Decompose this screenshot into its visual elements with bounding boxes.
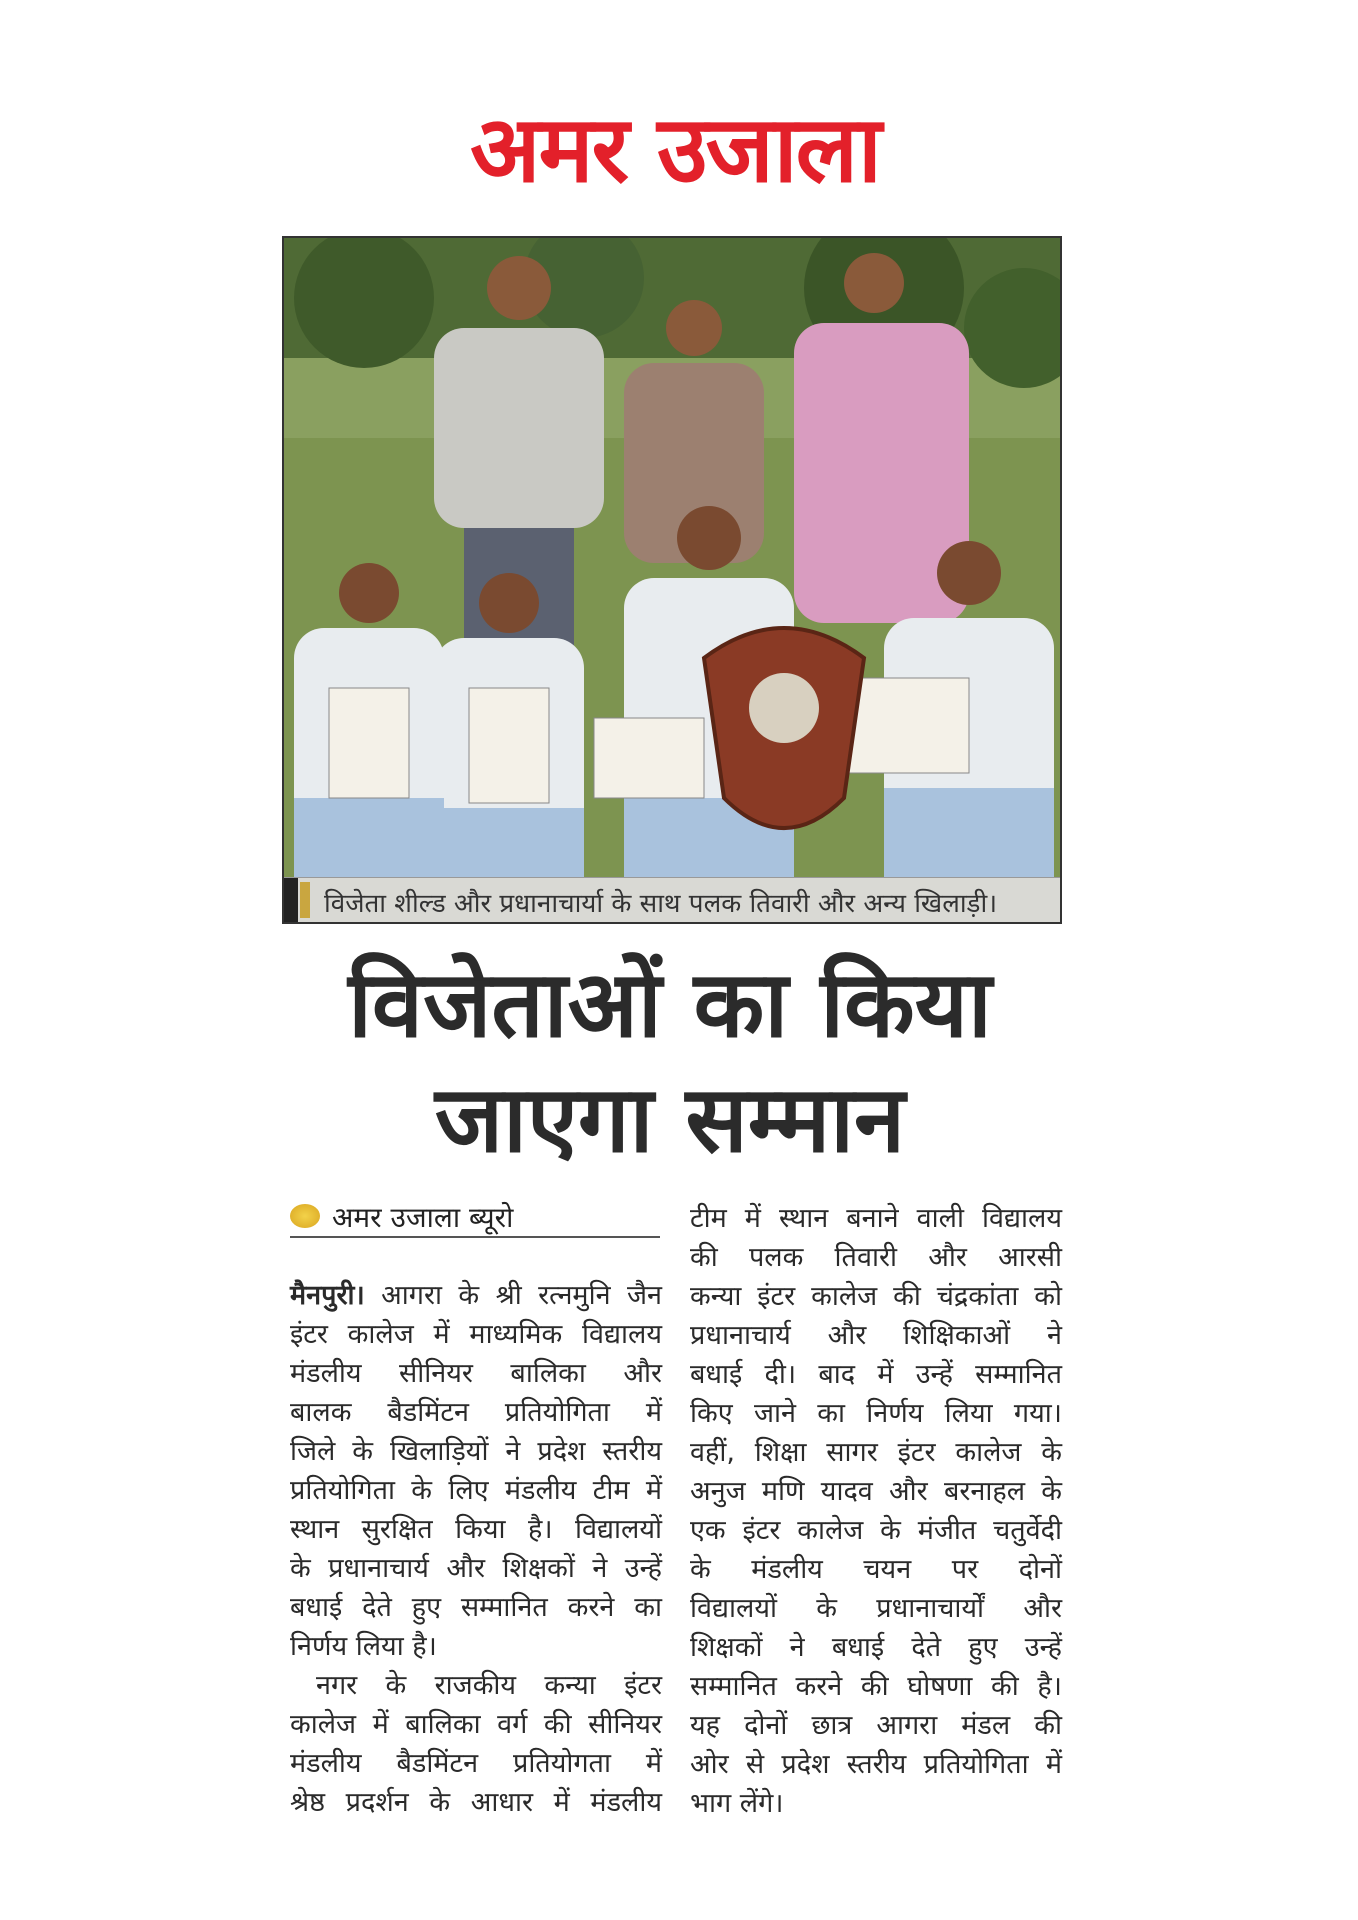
article-line: नगर के राजकीय कन्या इंटर [316, 1670, 663, 1701]
article-line: मंडलीय सीनियर बालिका और [290, 1358, 662, 1389]
article-line: विद्यालयों के प्रधानाचार्यों और [690, 1593, 1062, 1624]
article-line: के प्रधानाचार्य और शिक्षकों ने उन्हें [290, 1553, 662, 1584]
article-line: ओर से प्रदेश स्तरीय प्रतियोगिता में [690, 1749, 1062, 1780]
article-line: सम्मानित करने की घोषणा की है। [690, 1671, 1062, 1702]
photo-caption: विजेता शील्ड और प्रधानाचार्या के साथ पलक तिवारी और अन्य खिलाड़ी। [324, 889, 998, 919]
article-line: भाग लेंगे। [690, 1788, 784, 1819]
article-line: बधाई देते हुए सम्मानित करने का [290, 1592, 662, 1623]
byline [290, 1196, 660, 1238]
article-right-column [690, 1199, 1062, 1823]
caption-marker [284, 878, 298, 922]
article-line: बधाई दी। बाद में उन्हें सम्मानित [690, 1359, 1062, 1390]
headline-line-1: विजेताओं का किया [348, 951, 992, 1058]
news-photo [282, 236, 1062, 924]
masthead-logo: अमर उजाला [470, 96, 880, 203]
article-line: के मंडलीय चयन पर दोनों [690, 1554, 1062, 1585]
caption-marker-accent [300, 882, 310, 918]
article-line: कन्या इंटर कालेज की चंद्रकांता को [690, 1281, 1062, 1312]
article-line: वहीं, शिक्षा सागर इंटर कालेज के [690, 1437, 1062, 1468]
article-line: जिले के खिलाड़ियों ने प्रदेश स्तरीय [290, 1436, 662, 1467]
dateline: मैनपुरी। [290, 1280, 365, 1311]
article-line: कालेज में बालिका वर्ग की सीनियर [290, 1709, 662, 1740]
article-line: यह दोनों छात्र आगरा मंडल की [690, 1710, 1062, 1741]
article-left-column [290, 1276, 662, 1822]
bureau-logo-icon [290, 1204, 320, 1228]
byline-text: अमर उजाला ब्यूरो [332, 1201, 514, 1234]
article-line: एक इंटर कालेज के मंजीत चतुर्वेदी [690, 1515, 1062, 1546]
article-text: आगरा के श्री रत्नमुनि जैन [381, 1280, 662, 1311]
article-line: अनुज मणि यादव और बरनाहल के [690, 1476, 1062, 1507]
article-line: शिक्षकों ने बधाई देते हुए उन्हें [690, 1632, 1062, 1663]
headline-line-2: जाएगा सम्मान [434, 1066, 906, 1173]
article-line: स्थान सुरक्षित किया है। विद्यालयों [290, 1514, 662, 1545]
article-line: की पलक तिवारी और आरसी [690, 1242, 1062, 1273]
article-line: श्रेष्ठ प्रदर्शन के आधार में मंडलीय [290, 1787, 662, 1818]
article-line: बालक बैडमिंटन प्रतियोगिता में [290, 1397, 662, 1428]
article-line: प्रतियोगिता के लिए मंडलीय टीम में [290, 1475, 662, 1506]
photo-caption-bar [284, 877, 1060, 922]
article-line: प्रधानाचार्य और शिक्षिकाओं ने [690, 1320, 1062, 1351]
article-line [290, 1276, 662, 1315]
article-line: किए जाने का निर्णय लिया गया। [690, 1398, 1062, 1429]
article-line: मंडलीय बैडमिंटन प्रतियोगता में [290, 1748, 662, 1779]
group-photo-icon [284, 238, 1060, 878]
article-line: इंटर कालेज में माध्यमिक विद्यालय [290, 1319, 662, 1350]
article-line: निर्णय लिया है। [290, 1631, 437, 1662]
article-line: टीम में स्थान बनाने वाली विद्यालय [690, 1203, 1062, 1234]
